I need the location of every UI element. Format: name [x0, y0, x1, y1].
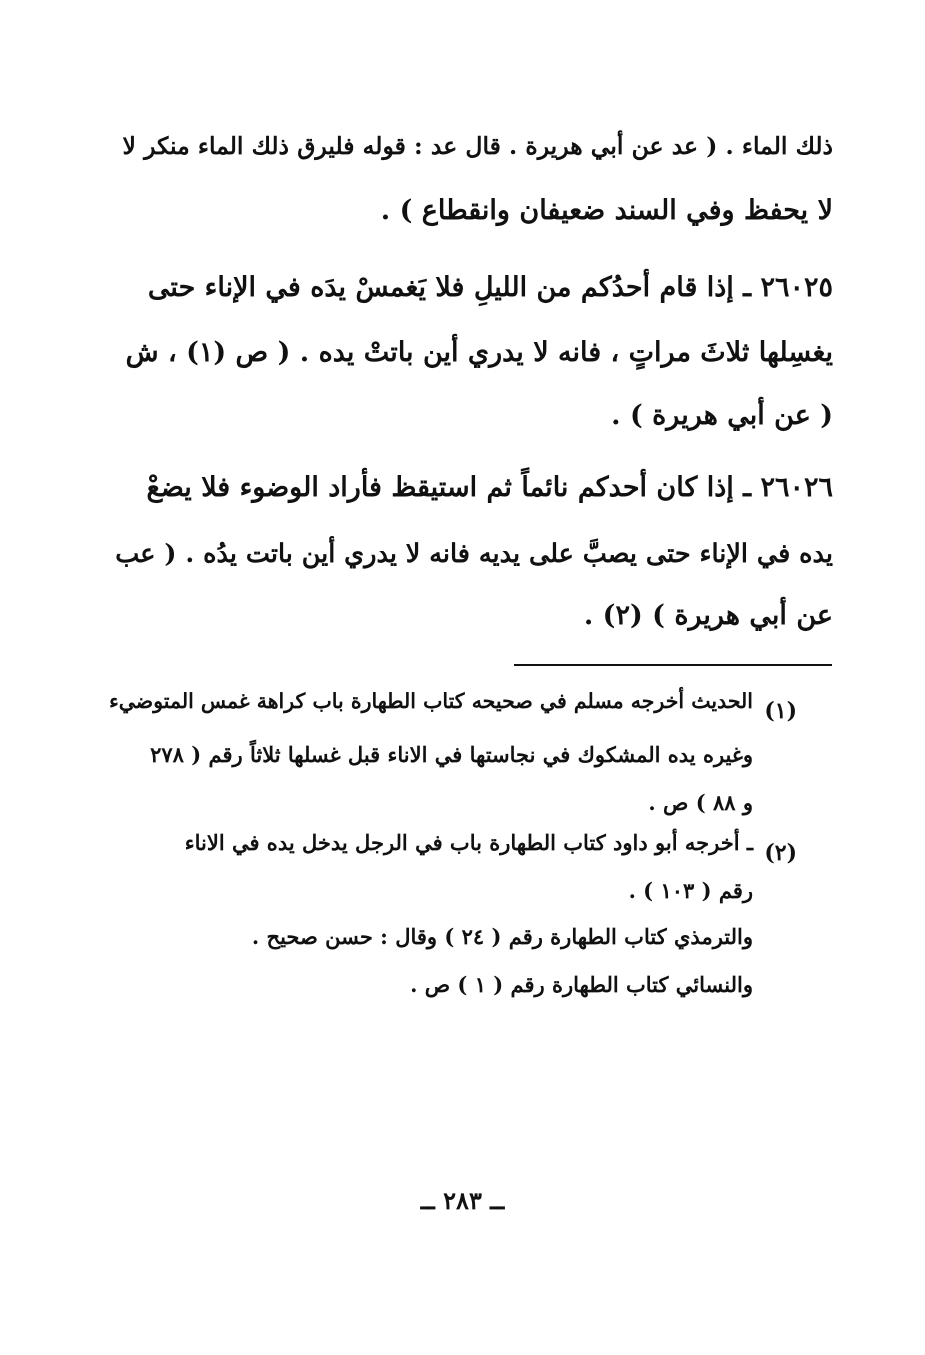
- hadith-26025-line-3: ( عن أبي هريرة ) .: [611, 400, 833, 431]
- main-text-line-1: ذلك الماء . ( عد عن أبي هريرة . قال عد : قوله فليرق ذلك الماء منكر لا: [122, 132, 833, 160]
- footnote-1-line-1: الحديث أخرجه مسلم في صحيحه كتاب الطهارة باب كراهة غمس المتوضيء: [109, 689, 753, 713]
- footnote-2-line-3: والترمذي كتاب الطهارة رقم ( ٢٤ ) وقال : حسن صحيح .: [251, 924, 753, 949]
- footnote-2-line-1: ـ أخرجه أبو داود كتاب الطهارة باب في الرجل يدخل يده في الاناء: [184, 830, 753, 855]
- main-text-line-2: لا يحفظ وفي السند ضعيفان وانقطاع ) .: [380, 195, 833, 226]
- hadith-26026-line-3: عن أبي هريرة ) (٢) .: [583, 600, 833, 631]
- hadith-26025-line-1: ٢٦٠٢٥ ـ إذا قام أحدُكم من الليلِ فلا يَغمسْ يدَه في الإناء حتى: [147, 272, 833, 303]
- footnote-2-marker: (٢): [764, 840, 797, 866]
- footnote-2-line-4: والنسائي كتاب الطهارة رقم ( ١ ) ص .: [410, 972, 753, 997]
- page-number: ــ ٢٨٣ ــ: [420, 1186, 505, 1215]
- hadith-26025-line-2: يغسِلها ثلاثَ مراتٍ ، فانه لا يدري أين باتتْ يده . ( ص (١) ، ش: [125, 337, 833, 368]
- footnote-1-line-3: و ٨٨ ) ص .: [648, 790, 753, 815]
- footnote-separator: [514, 664, 832, 666]
- footnote-2-line-2: رقم ( ١٠٣ ) .: [628, 878, 753, 903]
- footnote-1-marker: (١): [764, 698, 797, 724]
- hadith-26026-line-2: يده في الإناء حتى يصبَّ على يديه فانه لا يدري أين باتت يدُه . ( عب: [115, 539, 833, 569]
- footnote-1-line-2: وغيره يده المشكوك في نجاستها في الاناء قبل غسلها ثلاثاً رقم ( ٢٧٨: [150, 742, 753, 767]
- hadith-26026-line-1: ٢٦٠٢٦ ـ إذا كان أحدكم نائماً ثم استيقظ فأراد الوضوء فلا يضعْ: [146, 472, 833, 503]
